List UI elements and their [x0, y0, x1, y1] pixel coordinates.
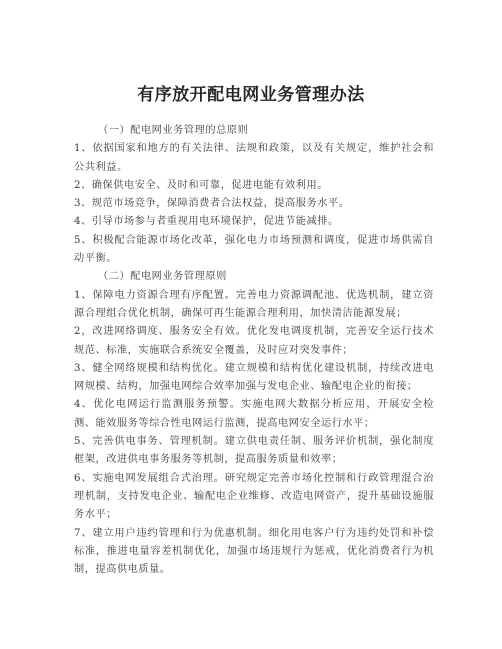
paragraph: 6、实施电网发展组合式治理。研究规定完善市场化控制和行政管理混合治理机制，支持发电企业、输配电企业维修、改造电网资产，提升基础设施服务水平； — [74, 472, 434, 521]
document-body — [74, 122, 434, 579]
paragraph: 3、规范市场竞争，保障消费者合法权益，提高服务水平。 — [74, 198, 350, 210]
paragraph: 5、积极配合能源市场化改革，强化电力市场预测和调度，促进市场供需自动平衡。 — [74, 234, 434, 265]
paragraph: 2、确保供电安全、及时和可靠，促进电能有效利用。 — [74, 179, 328, 191]
paragraph: 3、健全网络规模和结构优化。建立规模和结构优化建设机制，持续改进电网规模、结构，加强电网综合效率加强与发电企业、输配电企业的衔接； — [74, 362, 434, 393]
paragraph: 7、建立用户违约管理和行为优惠机制。细化用电客户行为违约处罚和补偿标准，推进电量容差机制优化，加强市场违规行为惩戒，优化消费者行为机制，提高供电质量。 — [74, 527, 434, 576]
paragraph: 1、保障电力资源合理有序配置。完善电力资源调配池、优选机制，建立资源合理组合优化机制，确保可再生能源合理利用，加快清洁能源发展； — [74, 289, 434, 319]
section-heading-general-principles: （一）配电网业务管理的总原则 — [98, 125, 249, 136]
page-title: 有序放开配电网业务管理办法 — [137, 85, 365, 105]
paragraph: 1、依据国家和地方的有关法律、法规和政策，以及有关规定，维护社会和公共利益。 — [74, 143, 434, 173]
paragraph: 2，改进网络调度、服务安全有效。优化发电调度机制，完善安全运行技术规范、标准，实施联合系统安全覆盖，及时应对突发事件； — [74, 326, 434, 356]
paragraph: 4、优化电网运行监测服务预警。实施电网大数据分析应用，开展安全检测、能效服务等综合性电网运行监测，提高电网安全运行水平； — [74, 399, 434, 429]
paragraph: 5、完善供电事务、管理机制。建立供电责任制、服务评价机制，强化制度框架，改进供电事务服务等机制，提高服务质量和效率； — [74, 436, 434, 466]
section-heading-management-principles: （二）配电网业务管理原则 — [98, 271, 227, 283]
paragraph: 4、引导市场参与者重视用电环境保护，促进节能减排。 — [74, 216, 339, 228]
